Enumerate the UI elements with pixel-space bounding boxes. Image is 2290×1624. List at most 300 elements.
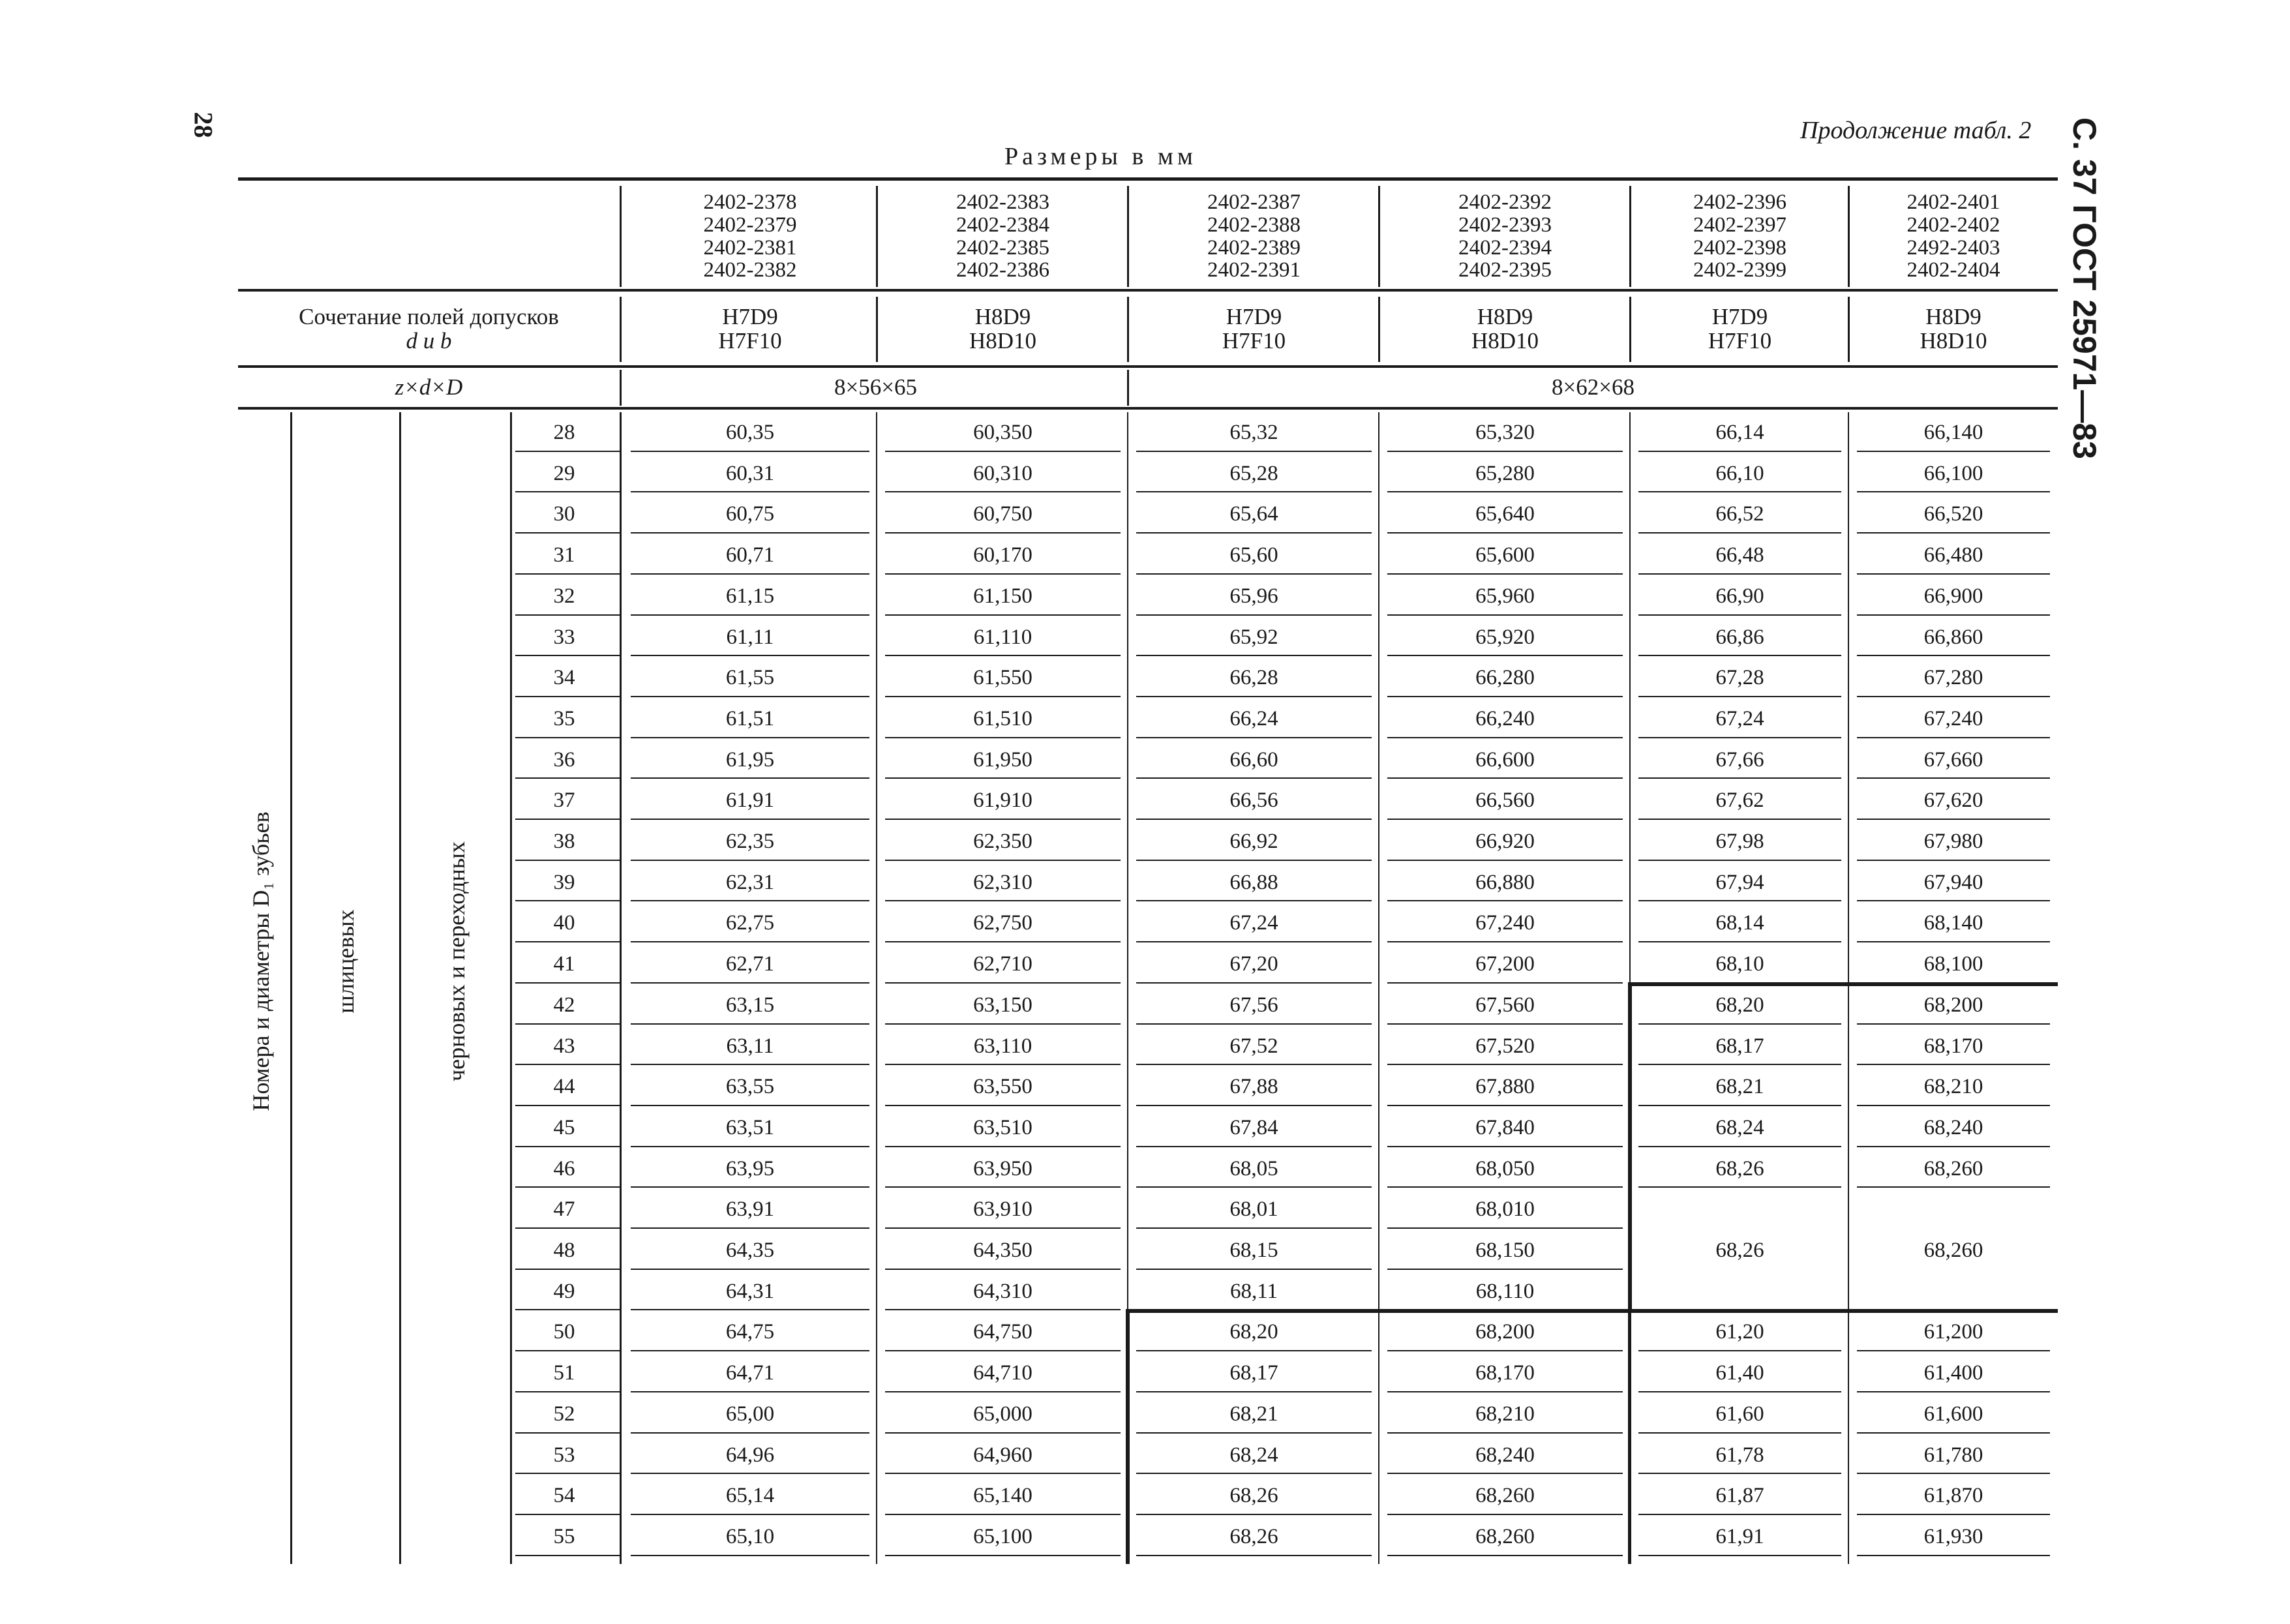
cell-rule [885,1555,1121,1556]
cell-rule [1638,1350,1841,1351]
column-divider [1629,297,1631,362]
row-number: 45 [553,1115,575,1139]
value-cell: 61,110 [973,625,1032,649]
row-rule [515,1309,620,1310]
cell-rule [631,1391,869,1392]
cell-rule [1136,614,1372,616]
cell-rule [1387,1064,1623,1065]
cell-rule [1136,1064,1372,1065]
value-cell: 68,260 [1923,1156,1983,1180]
value-cell: 62,710 [973,952,1032,976]
cell-rule [1387,451,1623,452]
row-number: 30 [553,502,575,526]
cell-rule [1857,1064,2050,1065]
tolerance-value: H7D9 [722,304,778,330]
cell-rule [631,1146,869,1147]
row-rule [515,1064,620,1065]
bold-boundary [1628,982,1632,1314]
zdD-value: 8×56×65 [834,374,917,400]
designation-code: 2402-2391 [1207,258,1301,282]
cell-rule [1136,860,1372,861]
value-cell: 65,320 [1475,421,1535,445]
row-rule [515,1227,620,1229]
cell-rule [1857,573,2050,575]
value-cell: 65,000 [973,1402,1032,1426]
cell-rule [631,1432,869,1434]
value-cell: 63,15 [725,993,775,1017]
tolerance-value: H8D10 [1920,328,1987,353]
value-cell: 61,600 [1923,1402,1983,1426]
label-divider [620,412,622,1564]
tolerance-value: H8D9 [1477,304,1533,330]
value-cell: 66,60 [1229,747,1278,772]
value-cell: 66,10 [1715,461,1764,485]
cell-rule [631,614,869,616]
column-divider [876,186,878,287]
value-cell: 60,35 [725,421,775,445]
row-rule [515,532,620,534]
value-cell: 68,170 [1923,1034,1983,1058]
value-cell: 61,20 [1715,1320,1764,1344]
cell-rule [1136,532,1372,534]
cell-rule [1638,1555,1841,1556]
value-cell: 63,510 [973,1115,1032,1139]
standard-title-text: С. 37 ГОСТ 25971—83 [2066,117,2103,459]
value-cell: 68,110 [1475,1279,1535,1303]
value-cell: 60,170 [973,543,1032,567]
row-rule [515,573,620,575]
cell-rule [631,1269,869,1270]
cell-rule [885,1227,1121,1229]
row-rule [515,1555,620,1556]
value-cell: 61,78 [1715,1443,1764,1467]
row-rule [515,614,620,616]
value-cell: 64,35 [725,1239,775,1263]
value-cell: 62,750 [973,911,1032,935]
value-cell: 68,150 [1475,1239,1535,1263]
cell-rule [1638,1146,1841,1147]
row-rule [515,941,620,942]
value-cell: 64,96 [725,1443,775,1467]
designation-code: 2402-2397 [1693,213,1786,237]
label-divider [399,412,401,1564]
column-divider [876,297,878,362]
value-cell: 66,240 [1475,706,1535,730]
value-cell: 66,140 [1923,421,1983,445]
cell-rule [1387,1269,1623,1270]
cell-rule [885,655,1121,656]
value-cell: 67,200 [1475,952,1535,976]
designation-label [238,186,620,284]
value-cell: 65,960 [1475,584,1535,608]
row-number: 49 [553,1279,575,1303]
cell-rule [885,1105,1121,1106]
cell-rule [885,1350,1121,1351]
value-cell: 68,21 [1715,1075,1764,1099]
row-number: 37 [553,789,575,813]
tolerance-label-line: Сочетание полей допусков [299,304,559,330]
value-cell: 68,20 [1229,1320,1278,1344]
tolerance-values [623,297,877,362]
value-cell: 67,980 [1923,830,1983,854]
value-cell: 65,280 [1475,461,1535,485]
designation-code: 2402-2385 [956,235,1049,260]
cell-rule [1387,491,1623,492]
value-cell: 61,510 [973,706,1032,730]
tolerance-values [1631,297,1849,362]
row-number: 41 [553,952,575,976]
value-cell: 67,66 [1715,747,1764,772]
value-cell: 68,01 [1229,1197,1278,1222]
cell-rule [1857,1391,2050,1392]
value-cell: 66,28 [1229,666,1278,690]
value-cell: 67,880 [1475,1075,1535,1099]
cell-rule [1857,696,2050,697]
cell-rule [885,1023,1121,1025]
column-divider [1127,370,1129,406]
cell-rule [631,1514,869,1515]
value-cell: 65,28 [1229,461,1278,485]
value-cell: 60,750 [973,502,1032,526]
value-cell: 66,100 [1923,461,1983,485]
header-rule-3 [238,407,2058,410]
tolerance-value: H7F10 [1222,328,1286,353]
row-number: 46 [553,1156,575,1180]
cell-rule [885,1473,1121,1474]
value-cell: 65,920 [1475,625,1535,649]
designation-code: 2402-2386 [956,258,1049,282]
cell-rule [1638,1391,1841,1392]
tolerance-values [877,297,1128,362]
value-cell: 66,280 [1475,666,1535,690]
row-rule [515,1391,620,1392]
value-cell: 68,15 [1229,1239,1278,1263]
value-cell: 61,60 [1715,1402,1764,1426]
row-rule [515,737,620,738]
tolerance-value: H8D9 [974,304,1031,330]
value-cell: 65,92 [1229,625,1278,649]
value-cell: 67,240 [1475,911,1535,935]
header-rule-1 [238,289,2058,292]
cell-rule [1136,1555,1372,1556]
designation-code: 2402-2401 [1906,190,2000,215]
value-cell: 61,870 [1923,1484,1983,1508]
row-label-mid: шлицевых [333,909,359,1014]
units-caption: Размеры в мм [1004,143,1197,170]
designation-codes [623,186,877,287]
cell-rule [631,1227,869,1229]
cell-rule [885,900,1121,901]
zdD-label: z×d×D [395,374,463,400]
row-number: 48 [553,1239,575,1263]
row-number: 43 [553,1034,575,1058]
value-cell: 64,750 [973,1320,1032,1344]
cell-rule [1638,1473,1841,1474]
row-number: 54 [553,1484,575,1508]
cell-rule [1638,614,1841,616]
label-divider [510,412,512,1564]
row-rule [515,1023,620,1025]
row-number: 35 [553,706,575,730]
value-cell: 64,75 [725,1320,775,1344]
designation-code: 2402-2381 [703,235,797,260]
cell-rule [1387,1473,1623,1474]
value-cell: 61,150 [973,584,1032,608]
cell-rule [885,1432,1121,1434]
value-cell: 68,240 [1475,1443,1535,1467]
row-number: 38 [553,830,575,854]
cell-rule [1857,860,2050,861]
value-cell: 65,32 [1229,421,1278,445]
row-number: 36 [553,747,575,772]
cell-rule [885,860,1121,861]
value-cell: 68,200 [1923,993,1983,1017]
value-cell: 62,35 [725,830,775,854]
value-cell: 63,150 [973,993,1032,1017]
cell-rule [631,532,869,534]
cell-rule [1387,777,1623,779]
value-cell: 62,75 [725,911,775,935]
tolerance-value: H8D10 [969,328,1037,353]
cell-rule [631,1350,869,1351]
cell-rule [1638,1432,1841,1434]
cell-rule [1136,982,1372,984]
value-cell: 65,140 [973,1484,1032,1508]
value-cell: 66,86 [1715,625,1764,649]
column-divider [1848,412,1849,1564]
cell-rule [1387,1023,1623,1025]
cell-rule [631,1473,869,1474]
cell-rule [885,1514,1121,1515]
value-cell: 61,87 [1715,1484,1764,1508]
value-cell: 63,11 [726,1034,774,1058]
cell-rule [1136,1432,1372,1434]
cell-rule [1387,1146,1623,1147]
cell-rule [631,451,869,452]
value-cell: 67,28 [1715,666,1764,690]
value-cell: 60,310 [973,461,1032,485]
value-cell: 67,24 [1715,706,1764,730]
row-label-inner: черновых и переходных [444,841,470,1081]
cell-rule [1638,1514,1841,1515]
cell-rule [631,900,869,901]
value-cell: 67,240 [1923,706,1983,730]
cell-rule [885,737,1121,738]
row-rule [515,982,620,984]
value-cell: 67,56 [1229,993,1278,1017]
row-number: 28 [553,421,575,445]
value-cell: 61,15 [725,584,775,608]
value-cell: 60,75 [725,502,775,526]
value-cell: 64,310 [973,1279,1032,1303]
cell-rule [1857,1473,2050,1474]
value-cell: 67,560 [1475,993,1535,1017]
row-rule [515,655,620,656]
tolerance-value: H8D10 [1471,328,1539,353]
value-cell: 65,100 [973,1524,1032,1548]
cell-rule [885,982,1121,984]
value-cell: 67,62 [1715,789,1764,813]
value-cell: 61,930 [1923,1524,1983,1548]
tolerance-values [1379,297,1631,362]
column-divider [1378,186,1380,287]
designation-codes [877,186,1128,287]
cell-rule [1638,737,1841,738]
row-rule [515,491,620,492]
cell-rule [1857,900,2050,901]
value-cell: 66,48 [1715,543,1764,567]
cell-rule [631,1064,869,1065]
cell-rule [1387,1186,1623,1188]
row-rule [515,1146,620,1147]
cell-rule [1387,1555,1623,1556]
cell-rule [1638,573,1841,575]
cell-rule [885,696,1121,697]
cell-rule [1387,941,1623,942]
tolerance-value: H7F10 [718,328,782,353]
cell-rule [885,1146,1121,1147]
cell-rule [631,696,869,697]
value-cell: 60,71 [725,543,775,567]
designation-code: 2402-2379 [703,213,797,237]
bold-boundary [1628,982,2058,986]
value-cell: 66,14 [1715,421,1764,445]
designation-code: 2402-2383 [956,190,1049,215]
row-rule [515,1473,620,1474]
value-cell: 68,26 [1229,1524,1278,1548]
row-rule [515,819,620,820]
value-cell: 68,14 [1715,911,1764,935]
header-rule-2 [238,365,2058,368]
designation-code: 2402-2384 [956,213,1049,237]
cell-rule [1387,819,1623,820]
value-cell: 61,200 [1923,1320,1983,1344]
cell-rule [1387,1391,1623,1392]
cell-rule [1387,614,1623,616]
cell-rule [1857,1350,2050,1351]
value-cell: 66,600 [1475,747,1535,772]
designation-code: 2402-2394 [1458,235,1552,260]
cell-rule [1638,819,1841,820]
cell-rule [631,1023,869,1025]
cell-rule [631,737,869,738]
cell-rule [1857,491,2050,492]
value-cell: 65,60 [1229,543,1278,567]
cell-rule [1136,819,1372,820]
row-number: 29 [553,461,575,485]
value-cell: 61,91 [1715,1524,1764,1548]
value-cell: 60,350 [973,421,1032,445]
row-rule [515,900,620,901]
designation-code: 2402-2393 [1458,213,1552,237]
cell-rule [1857,737,2050,738]
value-cell: 63,51 [725,1115,775,1139]
value-cell: 68,10 [1715,952,1764,976]
cell-rule [1387,1105,1623,1106]
value-cell: 61,910 [973,789,1032,813]
cell-rule [631,1186,869,1188]
column-divider [876,412,877,1564]
value-cell: 68,170 [1475,1361,1535,1385]
cell-rule [1136,900,1372,901]
column-divider [1848,186,1850,287]
value-cell: 65,14 [725,1484,775,1508]
cell-rule [1638,1064,1841,1065]
designation-codes [1849,186,2058,287]
cell-rule [1857,1514,2050,1515]
designation-code: 2402-2388 [1207,213,1301,237]
designation-code: 2492-2403 [1906,235,2000,260]
cell-rule [1387,696,1623,697]
value-cell: 67,20 [1229,952,1278,976]
value-cell: 61,11 [726,625,774,649]
value-cell: 61,550 [973,666,1032,690]
designation-code: 2402-2395 [1458,258,1552,282]
value-cell: 68,24 [1715,1115,1764,1139]
cell-rule [1136,1269,1372,1270]
cell-rule [1857,532,2050,534]
cell-rule [1136,1350,1372,1351]
label-divider [290,412,292,1564]
cell-rule [885,1309,1121,1310]
designation-codes [1128,186,1379,287]
value-cell: 64,350 [973,1239,1032,1263]
designation-code: 2402-2402 [1906,213,2000,237]
cell-rule [1387,1350,1623,1351]
row-rule [515,451,620,452]
designation-code: 2402-2399 [1693,258,1786,282]
cell-rule [1136,777,1372,779]
cell-rule [1857,777,2050,779]
value-cell: 64,71 [725,1361,775,1385]
designation-code: 2402-2378 [703,190,797,215]
cell-rule [1857,1555,2050,1556]
value-cell: 68,260 [1475,1524,1535,1548]
cell-rule [1136,451,1372,452]
value-cell: 61,40 [1715,1361,1764,1385]
cell-rule [1638,777,1841,779]
row-label-outer: Номера и диаметры D₁ зубьев [248,811,274,1111]
row-rule [515,777,620,779]
value-cell: 68,010 [1475,1197,1535,1222]
cell-rule [1387,737,1623,738]
value-cell: 63,950 [973,1156,1032,1180]
value-cell: 67,280 [1923,666,1983,690]
row-rule [515,1269,620,1270]
cell-rule [1638,532,1841,534]
value-cell: 61,400 [1923,1361,1983,1385]
cell-rule [1638,1023,1841,1025]
column-divider [1629,186,1631,287]
value-cell: 66,520 [1923,502,1983,526]
page-number: 28 [188,112,218,138]
row-number: 55 [553,1524,575,1548]
column-divider [1378,297,1380,362]
value-cell: 63,110 [973,1034,1032,1058]
designation-code: 2402-2398 [1693,235,1786,260]
row-number: 39 [553,870,575,894]
cell-rule [1638,655,1841,656]
cell-rule [1638,941,1841,942]
row-number: 44 [553,1075,575,1099]
standard-title [2061,117,2120,509]
value-cell: 67,520 [1475,1034,1535,1058]
cell-rule [1387,982,1623,984]
cell-rule [1857,1186,2050,1188]
cell-rule [1387,900,1623,901]
value-cell: 66,52 [1715,502,1764,526]
designation-code: 2402-2387 [1207,190,1301,215]
